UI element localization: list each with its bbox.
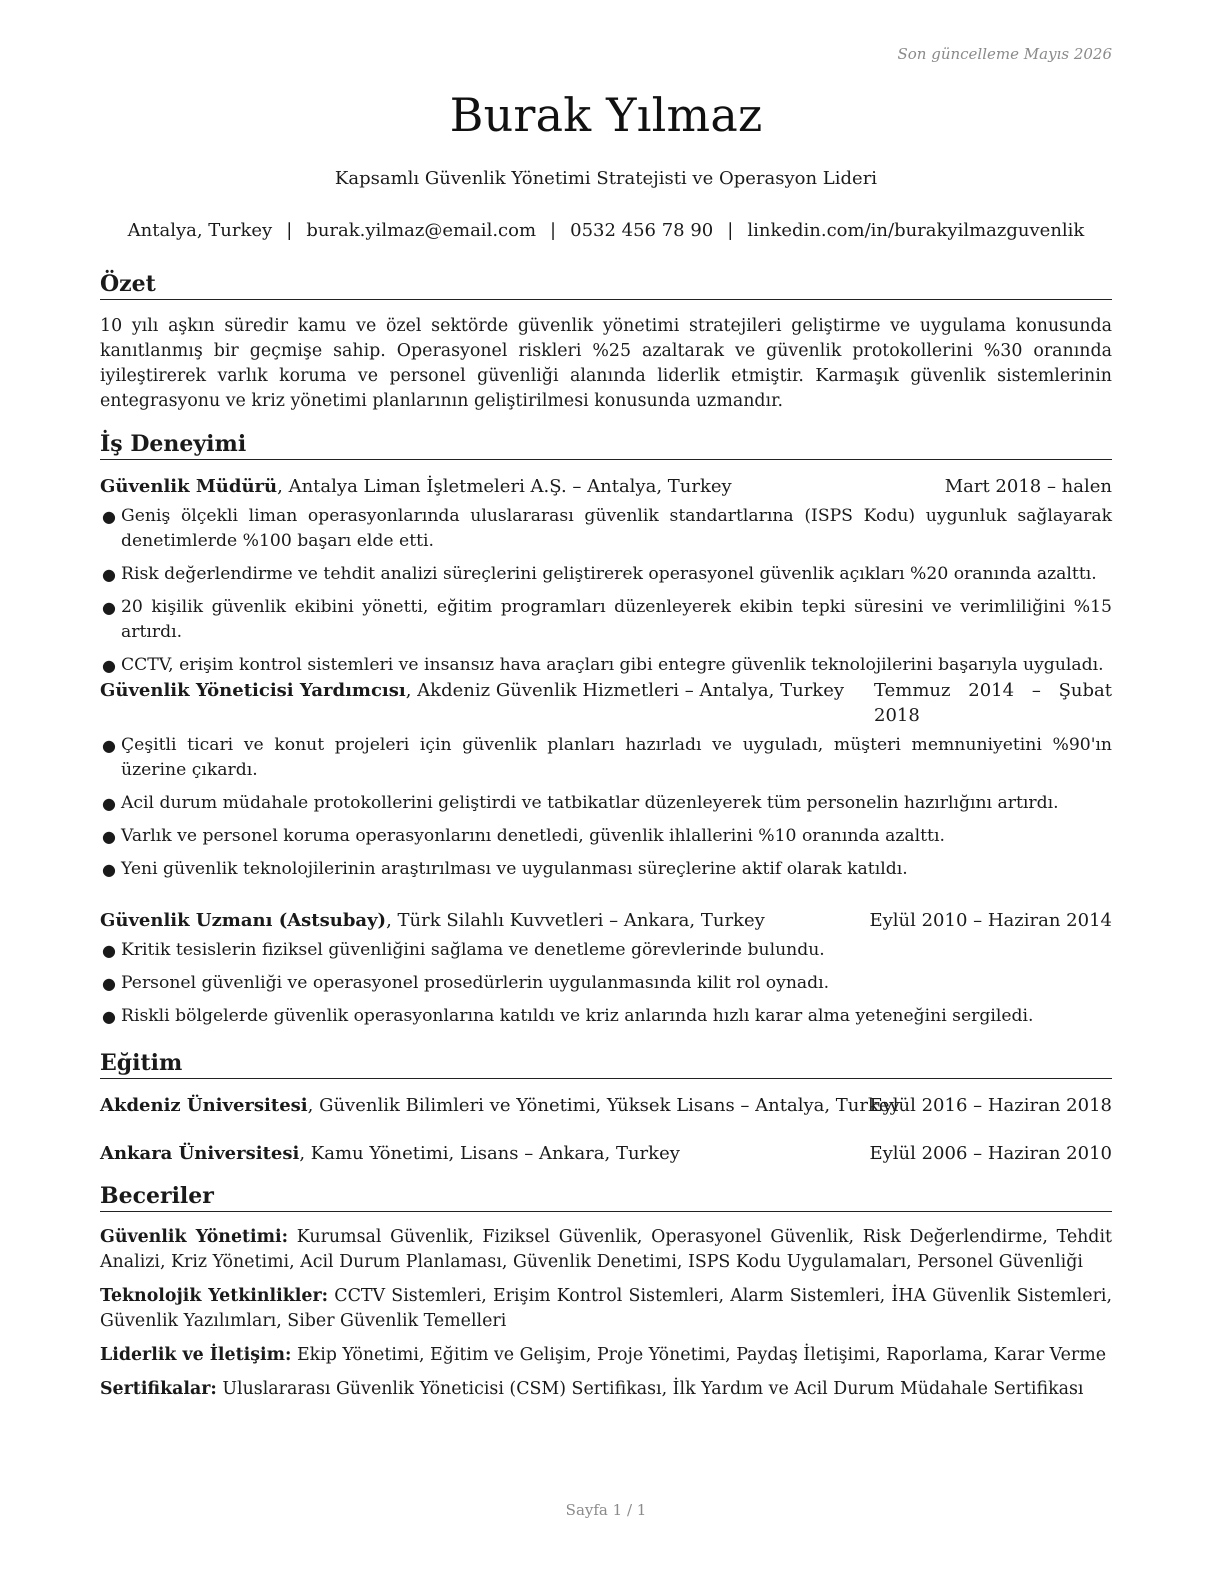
job-org: , Antalya Liman İşletmeleri A.Ş. – Antalya, Turkey	[277, 476, 732, 497]
contact-line	[100, 220, 1112, 241]
job-header	[100, 474, 1112, 499]
bullet-icon: ●	[102, 860, 116, 879]
job-dates: Temmuz 2014 – Şubat 2018	[874, 680, 1112, 726]
bullet-icon: ●	[102, 656, 116, 675]
skill-value: CCTV Sistemleri, Erişim Kontrol Sistemleri, Alarm Sistemleri, İHA Güvenlik Sistemleri, Güvenlik Yazılımları, Siber Güvenlik Temelleri	[100, 1286, 1113, 1331]
list-item	[100, 653, 1112, 678]
education-dates: Eylül 2006 – Haziran 2010	[869, 1143, 1112, 1164]
education-item	[100, 1093, 1112, 1118]
bullet-icon: ●	[102, 941, 116, 960]
skill-value: Ekip Yönetimi, Eğitim ve Gelişim, Proje Yönetimi, Paydaş İletişimi, Raporlama, Karar Verme	[291, 1345, 1107, 1365]
section-title-summary: Özet	[100, 271, 1112, 300]
education-dates: Eylül 2016 – Haziran 2018	[869, 1095, 1112, 1116]
list-item	[100, 595, 1112, 645]
skill-label: Sertifikalar:	[100, 1379, 217, 1399]
list-item	[100, 938, 1112, 963]
job-org: , Türk Silahlı Kuvvetleri – Ankara, Turkey	[386, 910, 765, 931]
skill-line	[100, 1343, 1112, 1368]
bullet-text: Varlık ve personel koruma operasyonlarını denetledi, güvenlik ihlallerini %10 oranında azalttı.	[121, 826, 945, 846]
list-item	[100, 857, 1112, 882]
job-bullets	[100, 504, 1112, 678]
list-item	[100, 562, 1112, 587]
contact-separator: |	[550, 220, 557, 241]
bullet-text: Risk değerlendirme ve tehdit analizi süreçlerini geliştirerek operasyonel güvenlik açıkları %20 oranında azalttı.	[121, 564, 1097, 584]
job-dates: Eylül 2010 – Haziran 2014	[869, 910, 1112, 931]
section-title-skills: Beceriler	[100, 1183, 1112, 1212]
education-school: Akdeniz Üniversitesi	[100, 1095, 308, 1116]
bullet-icon: ●	[102, 598, 116, 617]
bullet-icon: ●	[102, 565, 116, 584]
job-role: Güvenlik Müdürü	[100, 476, 278, 497]
bullet-text: Personel güvenliği ve operasyonel prosedürlerin uygulanmasında kilit rol oynadı.	[121, 973, 830, 993]
education-school: Ankara Üniversitesi	[100, 1143, 300, 1164]
contact-separator: |	[727, 220, 734, 241]
bullet-text: Kritik tesislerin fiziksel güvenliğini sağlama ve denetleme görevlerinde bulundu.	[121, 940, 825, 960]
list-item	[100, 504, 1112, 554]
list-item	[100, 733, 1112, 783]
section-title-experience: İş Deneyimi	[100, 431, 1112, 460]
bullet-text: Riskli bölgelerde güvenlik operasyonlarına katıldı ve kriz anlarında hızlı karar alma yeteneğini sergiledi.	[121, 1006, 1034, 1026]
job-role: Güvenlik Uzmanı (Astsubay)	[100, 910, 387, 931]
section-title-education: Eğitim	[100, 1050, 1112, 1079]
bullet-text: Acil durum müdahale protokollerini geliştirdi ve tatbikatlar düzenleyerek tüm personelin hazırlığını artırdı.	[121, 793, 1059, 813]
page-number: Sayfa 1 / 1	[565, 1501, 647, 1519]
job-bullets	[100, 733, 1112, 882]
list-item	[100, 1004, 1112, 1029]
skill-line	[100, 1377, 1112, 1402]
skill-value: Kurumsal Güvenlik, Fiziksel Güvenlik, Operasyonel Güvenlik, Risk Değerlendirme, Tehdit Analizi, Kriz Yönetimi, Acil Durum Planlaması, Güvenlik Denetimi, ISPS Kodu Uygulamaları, Personel Güvenliği	[100, 1227, 1112, 1272]
bullet-text: 20 kişilik güvenlik ekibini yönetti, eğitim programları düzenleyerek ekibin tepki süresini ve verimliliğini %15 artırdı.	[121, 597, 1112, 642]
list-item	[100, 791, 1112, 816]
job-role: Güvenlik Yöneticisi Yardımcısı	[100, 680, 406, 701]
bullet-icon: ●	[102, 794, 116, 813]
job-header	[100, 678, 1112, 726]
bullet-icon: ●	[102, 1007, 116, 1026]
job-org: , Akdeniz Güvenlik Hizmetleri – Antalya, Turkey	[405, 680, 845, 701]
job-dates: Mart 2018 – halen	[944, 476, 1112, 497]
bullet-text: CCTV, erişim kontrol sistemleri ve insansız hava araçları gibi entegre güvenlik teknolojilerini başarıyla uyguladı.	[121, 655, 1104, 675]
list-item	[100, 824, 1112, 849]
bullet-icon: ●	[102, 507, 116, 526]
contact-email[interactable]: burak.yilmaz@email.com	[306, 220, 537, 241]
contact-phone: 0532 456 78 90	[570, 220, 714, 241]
bullet-icon: ●	[102, 827, 116, 846]
candidate-name: Burak Yılmaz	[449, 88, 763, 142]
education-detail: , Güvenlik Bilimleri ve Yönetimi, Yüksek Lisans – Antalya, Turkey	[307, 1095, 900, 1116]
contact-linkedin[interactable]: linkedin.com/in/burakyilmazguvenlik	[747, 220, 1085, 241]
contact-location: Antalya, Turkey	[127, 220, 273, 241]
job-bullets	[100, 938, 1112, 1029]
job-header	[100, 908, 1112, 933]
list-item	[100, 971, 1112, 996]
last-updated-note: Son güncelleme Mayıs 2026	[897, 45, 1112, 63]
skill-label: Güvenlik Yönetimi:	[100, 1227, 289, 1247]
contact-separator: |	[286, 220, 293, 241]
skill-label: Liderlik ve İletişim:	[100, 1345, 292, 1365]
education-item	[100, 1141, 1112, 1166]
skill-label: Teknolojik Yetkinlikler:	[100, 1286, 329, 1306]
bullet-text: Geniş ölçekli liman operasyonlarında uluslararası güvenlik standartlarına (ISPS Kodu) uygunluk sağlayarak denetimlerde %100 başarı elde etti.	[121, 506, 1112, 551]
education-detail: , Kamu Yönetimi, Lisans – Ankara, Turkey	[299, 1143, 680, 1164]
skill-line	[100, 1225, 1112, 1275]
bullet-text: Yeni güvenlik teknolojilerinin araştırılması ve uygulanması süreçlerine aktif olarak katıldı.	[121, 859, 908, 879]
bullet-icon: ●	[102, 736, 116, 755]
skill-line	[100, 1284, 1112, 1334]
summary-text: 10 yılı aşkın süredir kamu ve özel sektörde güvenlik yönetimi stratejileri geliştirme ve uygulama konusunda kanıtlanmış bir geçmişe sahip. Operasyonel riskleri %25 azaltarak ve güvenlik protokollerini %30 oranında iyileştirerek varlık koruma ve personel güvenliği alanında liderlik etmiştir. Karmaşık güvenlik sistemlerinin entegrasyonu ve kriz yönetimi planlarının geliştirilmesi konusunda uzmandır.	[100, 316, 1112, 411]
bullet-icon: ●	[102, 974, 116, 993]
skill-value: Uluslararası Güvenlik Yöneticisi (CSM) Sertifikası, İlk Yardım ve Acil Durum Müdahale Sertifikası	[216, 1379, 1084, 1399]
bullet-text: Çeşitli ticari ve konut projeleri için güvenlik planları hazırladı ve uyguladı, müşteri memnuniyetini %90'ın üzerine çıkardı.	[121, 735, 1112, 780]
candidate-tagline: Kapsamlı Güvenlik Yönetimi Stratejisti ve Operasyon Lideri	[334, 168, 878, 189]
